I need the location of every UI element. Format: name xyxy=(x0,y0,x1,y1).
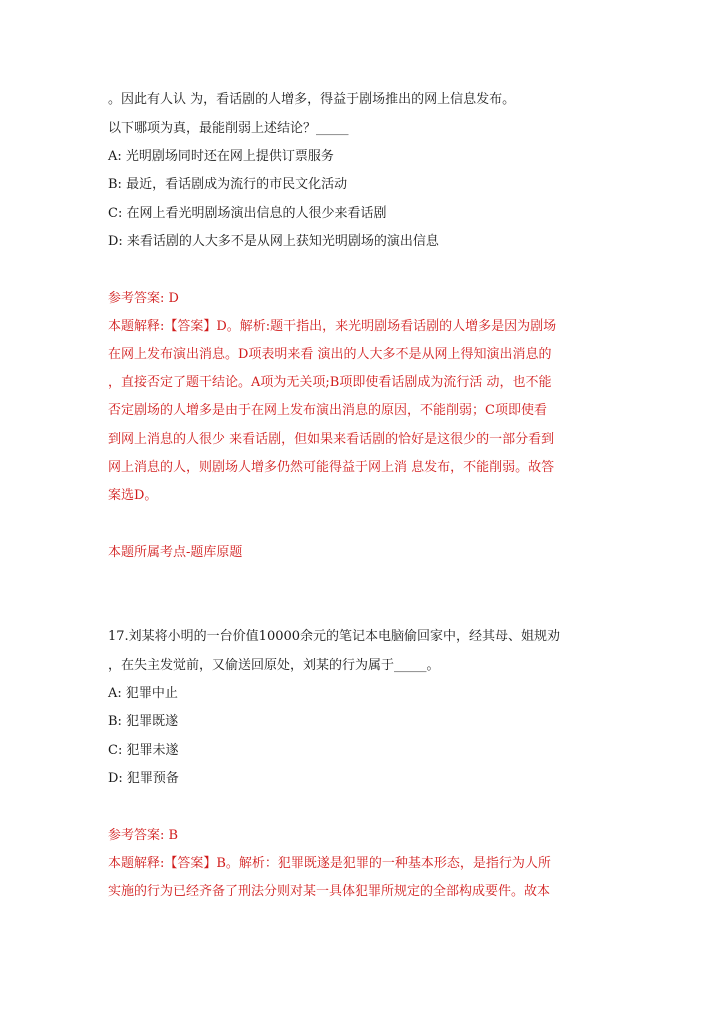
option-d: D: 犯罪预备 xyxy=(108,771,179,786)
explanation-line: 在网上发布演出消息。D项表明来看 演出的人大多不是从网上得知演出消息的 xyxy=(108,347,552,362)
option-a: A: 犯罪中止 xyxy=(108,686,178,701)
option-c: C: 在网上看光明剧场演出信息的人很少来看话剧 xyxy=(108,206,387,221)
question-stem-line: ，在失主发觉前，又偷送回原处，刘某的行为属于_____。 xyxy=(108,658,440,673)
question-stem-line: 17.刘某将小明的一台价值10000余元的笔记本电脑偷回家中，经其母、姐规劝 xyxy=(108,629,561,644)
question-source: 本题所属考点-题库原题 xyxy=(108,545,243,560)
explanation-line: 实施的行为已经齐备了刑法分则对某一具体犯罪所规定的全部构成要件。故本 xyxy=(108,884,551,899)
explanation-line: 网上消息的人，则剧场人增多仍然可能得益于网上消 息发布，不能削弱。故答 xyxy=(108,460,555,475)
explanation-line: 案选D。 xyxy=(108,488,158,503)
option-c: C: 犯罪未遂 xyxy=(108,743,179,758)
explanation-line: 否定剧场的人增多是由于在网上发布演出消息的原因，不能削弱；C项即使看 xyxy=(108,403,547,418)
option-a: A: 光明剧场同时还在网上提供订票服务 xyxy=(108,149,334,164)
explanation-line: 本题解释:【答案】D。解析:题干指出，来光明剧场看话剧的人增多是因为剧场 xyxy=(108,319,557,334)
reference-answer: 参考答案: D xyxy=(108,291,179,306)
option-d: D: 来看话剧的人大多不是从网上获知光明剧场的演出信息 xyxy=(108,234,439,249)
question-stem-line: 。因此有人认 为，看话剧的人增多，得益于剧场推出的网上信息发布。 xyxy=(108,92,516,107)
explanation-line: ，直接否定了题干结论。A项为无关项;B项即使看话剧成为流行活 动，也不能 xyxy=(108,375,552,390)
explanation-line: 本题解释:【答案】B。解析：犯罪既遂是犯罪的一种基本形态，是指行为人所 xyxy=(108,856,551,871)
reference-answer: 参考答案: B xyxy=(108,828,179,843)
option-b: B: 犯罪既遂 xyxy=(108,714,179,729)
explanation-line: 到网上消息的人很少 来看话剧，但如果来看话剧的恰好是这很少的一部分看到 xyxy=(108,432,555,447)
option-b: B: 最近，看话剧成为流行的市民文化活动 xyxy=(108,177,348,192)
question-stem-line: 以下哪项为真，最能削弱上述结论？_____ xyxy=(108,121,349,136)
